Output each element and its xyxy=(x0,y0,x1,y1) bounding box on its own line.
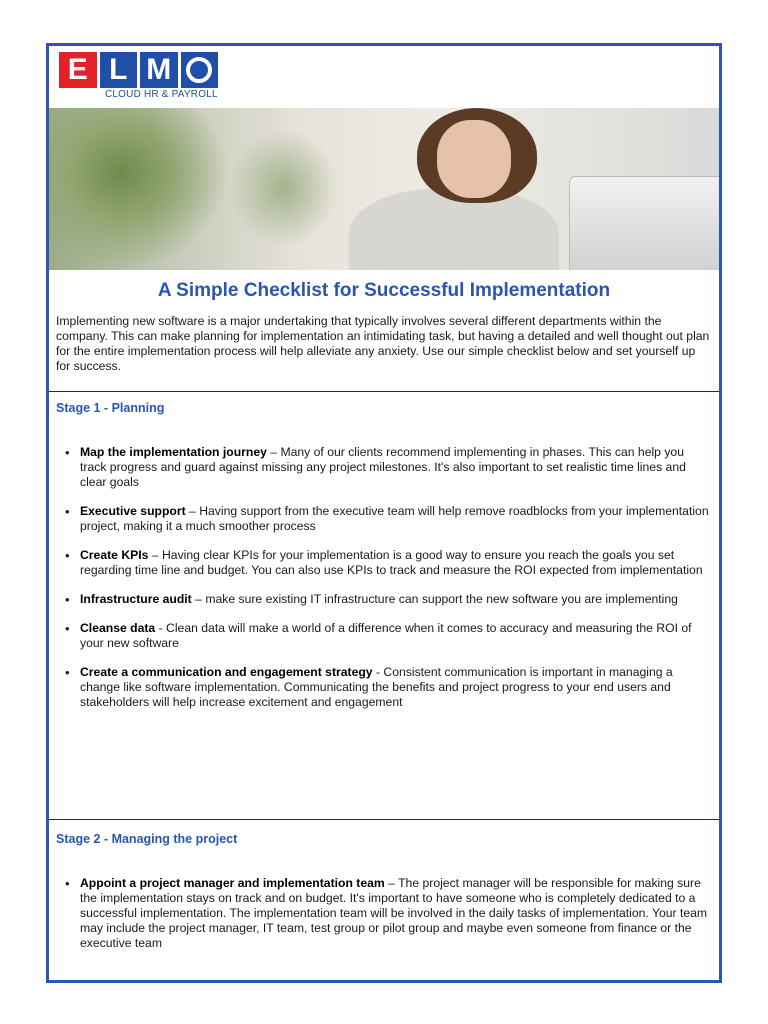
list-item xyxy=(63,548,713,578)
item-text: Clean data will make a world of a difference when it comes to accuracy and measuring the ROI of your new software xyxy=(80,621,692,650)
item-term: Executive support xyxy=(80,504,186,518)
item-sep: – xyxy=(384,876,399,890)
section-divider xyxy=(49,391,719,392)
logo-tagline: CLOUD HR & PAYROLL xyxy=(105,89,218,100)
hero-plant-left xyxy=(49,108,229,270)
logo-letter-m: M xyxy=(140,52,178,88)
logo-o-ring xyxy=(186,57,212,83)
item-term: Infrastructure audit xyxy=(80,592,192,606)
item-text: make sure existing IT infrastructure can support the new software you are implementing xyxy=(205,592,678,606)
stage-2-title: Stage 2 - Managing the project xyxy=(56,832,238,846)
item-term: Create a communication and engagement strategy xyxy=(80,665,373,679)
intro-paragraph: Implementing new software is a major undertaking that typically involves several different departments within the company. This can make planning for implementation an intimidating task, but having a detailed and well thought out plan for the entire implementation process will help alleviate any anxiety. Use our simple checklist below and set yourself up for success. xyxy=(56,314,710,373)
item-text: The project manager will be responsible for making sure the implementation stays on track and on budget. It's important to have someone who is completely dedicated to a successful implementation. The implementation team will be involved in the daily tasks of implementation. Your team may include the project manager, IT team, test group or pilot group and maybe even someone from finance or the executive team xyxy=(80,876,708,950)
page-title: A Simple Checklist for Successful Implementation xyxy=(157,280,611,301)
list-item xyxy=(63,621,713,651)
item-sep: – xyxy=(148,548,162,562)
list-item xyxy=(63,876,713,951)
stage-2-list xyxy=(63,876,713,965)
item-sep: – xyxy=(266,445,281,459)
logo-letter-e: E xyxy=(59,52,97,88)
item-term: Create KPIs xyxy=(80,548,149,562)
list-item xyxy=(63,504,713,534)
hero-image xyxy=(49,108,719,270)
list-item xyxy=(63,592,713,607)
document-frame xyxy=(46,43,722,983)
item-term: Cleanse data xyxy=(80,621,156,635)
item-sep: – xyxy=(191,592,206,606)
item-text: Many of our clients recommend implementing in phases. This can help you track progress and guard against missing any project milestones. It's also important to set realistic time lines and clear goals xyxy=(80,445,686,489)
elmo-logo xyxy=(59,52,221,104)
hero-plant-mid xyxy=(229,128,339,248)
logo-letter-l: L xyxy=(100,52,138,88)
logo-letter-o xyxy=(181,52,219,88)
stage-1-list xyxy=(63,445,713,724)
item-term: Map the implementation journey xyxy=(80,445,267,459)
hero-person-face xyxy=(437,120,511,198)
item-sep: - xyxy=(372,665,384,679)
item-text: Consistent communication is important in managing a change like software implementation. Communicating the benefits and project progress to your end users and stakeholders will help increase excitement and engagement xyxy=(80,665,673,709)
list-item xyxy=(63,665,713,710)
stage-1-title: Stage 1 - Planning xyxy=(56,401,165,415)
item-text: Having clear KPIs for your implementation is a good way to ensure you reach the goals you set regarding time line and budget. You can also use KPIs to track and measure the ROI expected from implementation xyxy=(80,548,703,577)
item-sep: – xyxy=(185,504,200,518)
list-item xyxy=(63,445,713,490)
section-divider xyxy=(49,819,719,820)
item-sep: - xyxy=(155,621,167,635)
item-text: Having support from the executive team will help remove roadblocks from your implementation project, making it a much smoother process xyxy=(80,504,709,533)
hero-laptop xyxy=(569,176,719,270)
item-term: Appoint a project manager and implementation team xyxy=(80,876,385,890)
